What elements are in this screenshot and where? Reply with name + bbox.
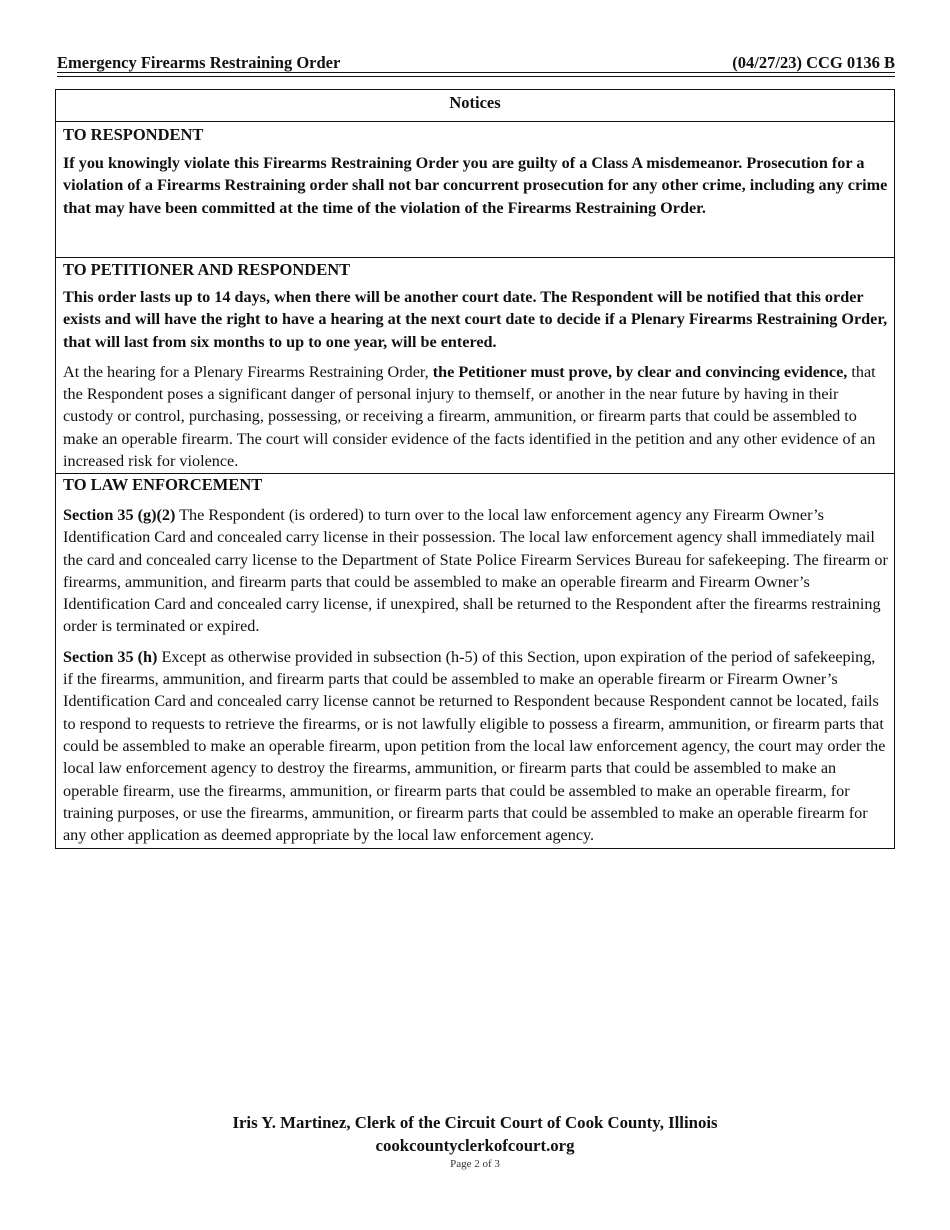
footer-clerk: Iris Y. Martinez, Clerk of the Circuit Court of Cook County, Illinois xyxy=(232,1113,718,1132)
respondent-heading: TO RESPONDENT xyxy=(63,125,204,144)
plenary-hearing-rest: that the Respondent poses a significant danger of personal injury to themself, or another in the near future by having in their custody or control, purchasing, possessing, or receiving a firearm, ammunition, or firearm parts that could be assembled to make an operable firearm. The court will consider evidence of the facts identified in the petition and any other evidence of an increased risk for violence. xyxy=(63,362,876,471)
header-rule xyxy=(57,72,895,73)
footer-website: cookcountyclerkofcourt.org xyxy=(375,1136,575,1155)
petitioner-respondent-section xyxy=(56,257,894,473)
form-title: Emergency Firearms Restraining Order xyxy=(57,53,341,72)
burden-of-proof: the Petitioner must prove, by clear and convincing evidence, xyxy=(432,362,848,381)
page-header xyxy=(57,53,895,73)
plenary-hearing-text xyxy=(63,361,888,472)
section-35-g2-text: The Respondent (is ordered) to turn over to the local law enforcement agency any Firearm Owner’s Identification Card and concealed carry license in their possession. The local law enforcement agency shall immediately mail the card and concealed carry license to the Department of State Police Firearm Services Bureau for safekeeping. The firearm or firearms, ammunition, and firearm parts that could be assembled to make an operable firearm and Firearm Owner’s Identification Card and concealed carry license, if unexpired, shall be returned to the Respondent after the firearms restraining order is terminated or expired. xyxy=(63,506,888,636)
notices-box xyxy=(55,89,895,849)
section-35-h-text: Except as otherwise provided in subsection (h-5) of this Section, upon expiration of the period of safekeeping, if the firearms, ammunition, and firearm parts that could be assembled to make an operable firearm or Firearm Owner’s Identification Card and concealed carry license cannot be returned to Respondent because Respondent cannot be located, fails to respond to requests to retrieve the firearms, or is not lawfully eligible to possess a firearm, ammunition, or firearm parts that could be assembled to make an operable firearm, upon petition from the local law enforcement agency, the court may order the local law enforcement agency to destroy the firearms, ammunition, or firearm parts that could be assembled to make an operable firearm, use the firearms, ammunition, or firearm parts that could be assembled to make an operable firearm, for training purposes, or use the firearms, ammunition, or firearm parts that could be assembled to make an operable firearm for any other application as deemed appropriate by the local law enforcement agency. xyxy=(63,647,886,845)
respondent-section xyxy=(56,122,894,257)
section-35-h xyxy=(63,646,888,847)
header-rule-thin xyxy=(57,76,895,77)
form-code: (04/27/23) CCG 0136 B xyxy=(732,53,895,72)
petitioner-respondent-heading: TO PETITIONER AND RESPONDENT xyxy=(63,260,351,279)
respondent-text: If you knowingly violate this Firearms Restraining Order you are guilty of a Class A misdemeanor. Prosecution for a violation of a Firearms Restraining order shall not bar concurrent prosecution for any other crime, including any crime that may have been committed at the time of the violation of the Firearms Restraining Order. xyxy=(63,154,888,217)
law-enforcement-section xyxy=(56,473,894,846)
order-duration-text: This order lasts up to 14 days, when there will be another court date. The Respondent will be notified that this order exists and will have the right to have a hearing at the next court date to decide if a Plenary Firearms Restraining Order, that will last from six months to up to one year, will be entered. xyxy=(63,288,888,351)
section-35-g2-label: Section 35 (g)(2) xyxy=(63,506,176,524)
page-number: Page 2 of 3 xyxy=(450,1158,500,1170)
law-enforcement-heading: TO LAW ENFORCEMENT xyxy=(63,475,263,494)
section-35-h-label: Section 35 (h) xyxy=(63,647,158,666)
section-35-g2 xyxy=(63,504,888,638)
notices-title: Notices xyxy=(56,90,894,122)
plenary-hearing-intro: At the hearing for a Plenary Firearms Restraining Order, xyxy=(63,362,433,381)
